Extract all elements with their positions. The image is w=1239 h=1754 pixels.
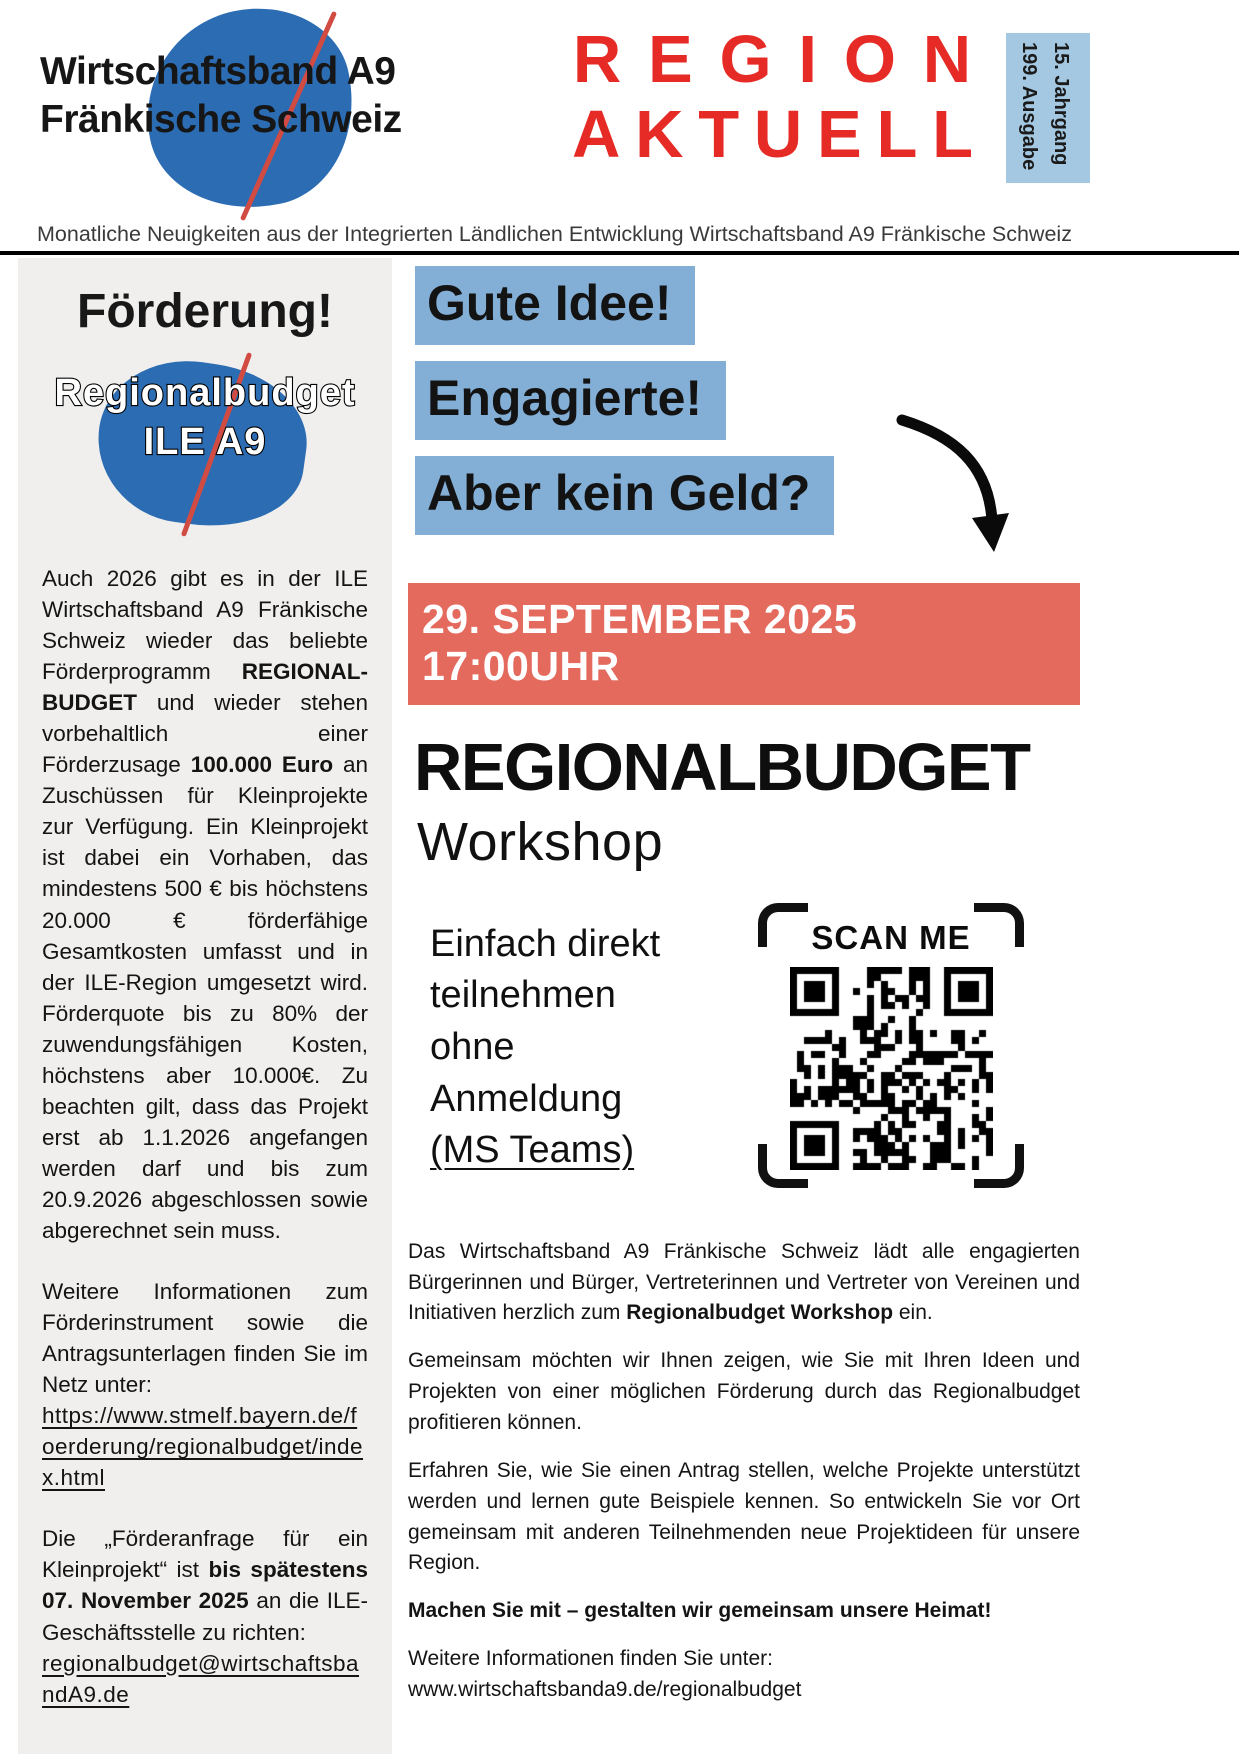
logo bbox=[40, 20, 490, 210]
invite-section bbox=[408, 919, 1080, 1211]
bracket-corner-icon bbox=[758, 903, 808, 947]
p1-text-2: ein. bbox=[893, 1301, 933, 1325]
bracket-corner-icon bbox=[974, 1144, 1024, 1188]
badge-line-2: ILE A9 bbox=[143, 421, 267, 464]
intro-text-1: Auch 2026 gibt es in der ILE Wirtschaftsband A9 Fränkische Schweiz wieder das beliebte Förderprogramm bbox=[42, 566, 368, 685]
workshop-paragraph-1 bbox=[408, 1237, 1080, 1330]
regionalbudget-badge bbox=[42, 353, 368, 543]
logo-text bbox=[40, 20, 490, 143]
invite-line-1: Einfach direkt bbox=[430, 922, 661, 965]
body-paragraphs bbox=[408, 1237, 1080, 1706]
badge-line-1: Regionalbudget bbox=[54, 372, 356, 414]
info-text: Weitere Informationen zum Förderinstrument sowie die Antragsunterlagen finden Sie im Netz unter: bbox=[42, 1279, 368, 1398]
qr-code bbox=[790, 967, 993, 1170]
arrow-down-icon bbox=[896, 412, 1018, 554]
edition-year: 15. Jahrgang bbox=[1050, 42, 1072, 166]
left-title: Förderung! bbox=[77, 285, 333, 338]
headline-gute-idee: Gute Idee! bbox=[415, 266, 695, 345]
headline-engagierte: Engagierte! bbox=[415, 361, 726, 440]
intro-bold-amount: 100.000 Euro bbox=[190, 752, 334, 778]
scan-me-label: SCAN ME bbox=[811, 918, 971, 956]
event-subtitle: Workshop bbox=[417, 811, 664, 872]
ms-teams-note: (MS Teams) bbox=[430, 1129, 635, 1172]
newsletter-title-line-1: REGION bbox=[572, 22, 998, 97]
p1-text-1: Das Wirtschaftsband A9 Fränkische Schweiz lädt alle engagierten Bürgerinnen und Bürger, Vertreterinnen und Vertreter von Vereinen und Initiativen herzlich zum bbox=[408, 1239, 1080, 1325]
logo-line-1: Wirtschaftsband A9 bbox=[40, 50, 396, 93]
invite-line-3: ohne bbox=[430, 1026, 515, 1069]
call-to-action: Machen Sie mit – gestalten wir gemeinsam unsere Heimat! bbox=[408, 1599, 992, 1623]
request-text-2: an die ILE-Geschäftsstelle zu richten: bbox=[42, 1588, 369, 1645]
more-info-paragraph bbox=[408, 1644, 1080, 1706]
p1-bold-workshop: Regionalbudget Workshop bbox=[626, 1301, 894, 1325]
workshop-paragraph-3: Erfahren Sie, wie Sie einen Antrag stellen, welche Projekte unterstützt werden und lernen gute Beispiele kennen. So entwickeln Sie vor Ort gemeinsam mit anderen Teilnehmenden neue Projektideen für unsere Region. bbox=[408, 1458, 1080, 1575]
more-info-text: Weitere Informationen finden Sie unter: bbox=[408, 1647, 773, 1671]
tagline: Monatliche Neuigkeiten aus der Integrierten Ländlichen Entwicklung Wirtschaftsband A9 Fränkische Schweiz bbox=[37, 222, 1072, 246]
invite-line-2: teilnehmen bbox=[430, 974, 616, 1017]
bracket-corner-icon bbox=[758, 1144, 808, 1188]
badge-text bbox=[42, 353, 368, 468]
bracket-corner-icon bbox=[974, 903, 1024, 947]
intro-bold-program: REGIONAL-BUDGET bbox=[42, 659, 368, 716]
header-divider bbox=[0, 251, 1239, 255]
info-paragraph bbox=[42, 1276, 368, 1493]
newsletter-title-line-2: AKTUELL bbox=[572, 97, 988, 173]
invite-line-4: Anmeldung bbox=[430, 1077, 623, 1120]
request-paragraph bbox=[42, 1523, 368, 1709]
intro-text-3: an Zuschüssen für Kleinprojekte zur Verfügung. Ein Kleinprojekt ist dabei ein Vorhaben, das mindestens 500 € bis höchstens 20.000 € förderfähige Gesamtkosten umfasst und in der ILE-Region umgesetzt wird. Förderquote bis zu 80% der zuwendungsfähigen Kosten, höchstens aber 10.000€. Zu beachten gilt, dass das Projekt erst ab 1.1.2026 angefangen werden darf und bis zum 20.9.2026 abgeschlossen sowie abgerechnet sein muss. bbox=[42, 752, 369, 1243]
event-title: REGIONALBUDGET bbox=[414, 730, 1030, 805]
right-column bbox=[408, 266, 1080, 1706]
event-date-banner: 29. SEPTEMBER 2025 17:00UHR bbox=[408, 583, 1080, 705]
stmelf-link[interactable]: https://www.stmelf.bayern.de/foerderung/regionalbudget/index.html bbox=[42, 1403, 363, 1491]
left-column bbox=[18, 258, 392, 1754]
request-deadline: bis spätestens 07. November 2025 bbox=[42, 1557, 368, 1614]
intro-paragraph bbox=[42, 563, 368, 1246]
intro-text-2: und wieder stehen vorbehaltlich einer Förderzusage bbox=[42, 690, 368, 778]
request-text-1: Die „Förderanfrage für ein Kleinprojekt“ ist bbox=[42, 1526, 368, 1583]
email-link[interactable]: regionalbudget@wirtschaftsbandA9.de bbox=[42, 1650, 360, 1707]
headline-aber-kein-geld: Aber kein Geld? bbox=[415, 456, 834, 535]
qr-section bbox=[758, 903, 1024, 1188]
website-url[interactable]: www.wirtschaftsbanda9.de/regionalbudget bbox=[408, 1678, 802, 1701]
edition-badge bbox=[1006, 33, 1090, 183]
edition-issue: 199. Ausgabe bbox=[1018, 42, 1040, 171]
workshop-paragraph-2: Gemeinsam möchten wir Ihnen zeigen, wie Sie mit Ihren Ideen und Projekten von einer möglichen Förderung durch das Regionalbudget profitieren können. bbox=[408, 1349, 1080, 1434]
logo-line-2: Fränkische Schweiz bbox=[40, 97, 402, 141]
newsletter-title bbox=[572, 22, 998, 173]
